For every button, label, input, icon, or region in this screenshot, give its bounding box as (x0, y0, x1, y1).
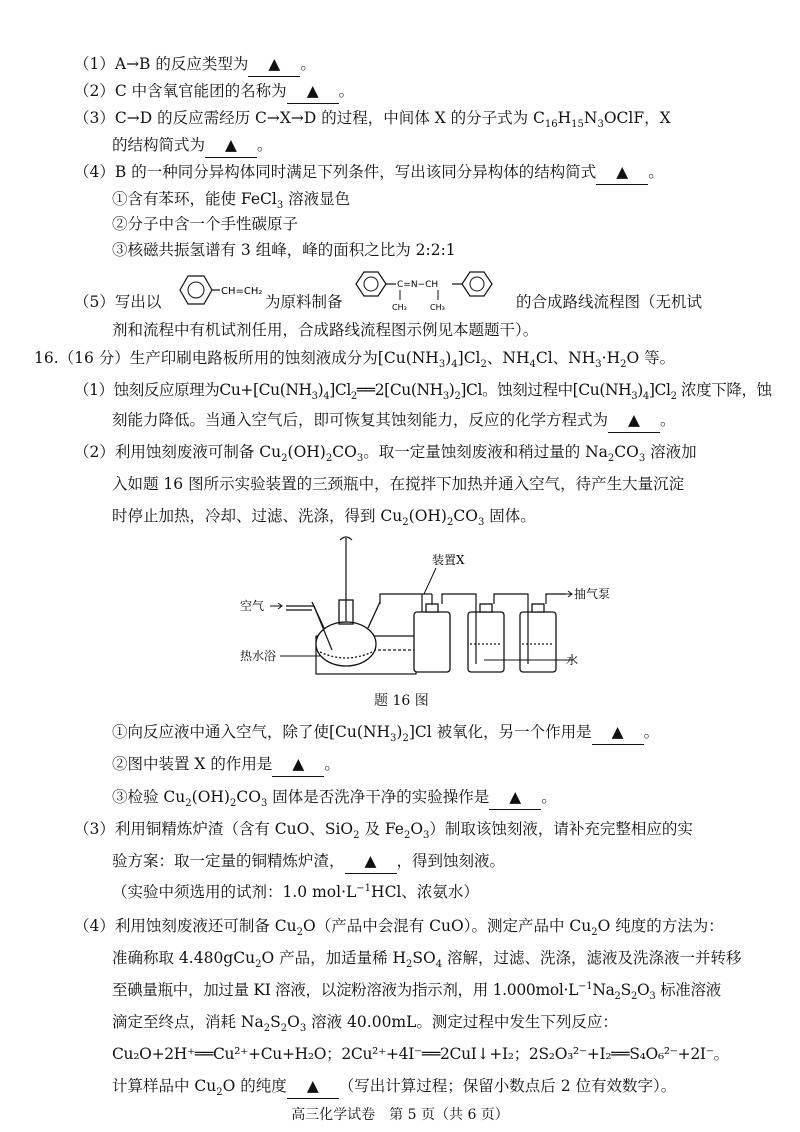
methyl-label-2: CH₃ (430, 303, 445, 312)
answer-blank[interactable]: ▲ (205, 133, 257, 158)
device-x-bottle (414, 604, 450, 672)
q16-part2-line2: 入如题 16 图所示实验装置的三颈瓶中，在搅拌下加热并通入空气，待产生大量沉淀 (112, 475, 685, 493)
q16-equations: Cu₂O+2H⁺══Cu²⁺+Cu+H₂O；2Cu²⁺+4I⁻══2CuI↓+I₂；2S₂O₃²⁻+I₂══S₄O₆²⁻+2I⁻。 (112, 1045, 729, 1063)
q16-part4-line3: 至碘量瓶中，加过量 KI 溶液，以淀粉溶液为指示剂，用 $1.000mol\cdot L^{-1}Na_2S_2O_3$ 标准溶液 (112, 980, 721, 1003)
q15-cond1: ①含有苯环，能使 FeCl$_3$ 溶液显色 (112, 190, 351, 212)
q16-part1-line2: 刻能力降低。当通入空气后，即可恢复其蚀刻能力，反应的化学方程式为 ▲ 。 (112, 408, 676, 433)
answer-blank[interactable]: ▲ (592, 720, 644, 745)
answer-blank[interactable]: ▲ (345, 849, 397, 874)
answer-blank[interactable]: ▲ (608, 408, 660, 433)
q16-part4-line2: 准确称取 4.480gCu$_2$O 产品，加适量稀 $H_2SO_4$ 溶解，过滤、洗涤，滤液及洗涤液一并转移 (112, 949, 742, 971)
imine-chain-label: C=N−CH (397, 280, 439, 290)
apparatus-figure (236, 532, 611, 692)
answer-blank[interactable]: ▲ (287, 79, 339, 104)
q15-part3: （3）C→D 的反应需经历 C→X→D 的过程，中间体 X 的分子式为 $C_{16}H_{15}N_3OClF$，X (74, 109, 671, 131)
pump-label: 抽气泵 (574, 587, 611, 601)
imine-structure (352, 264, 517, 316)
answer-blank[interactable]: ▲ (287, 1074, 339, 1099)
q16-part3-line2: 验方案：取一定量的铜精炼炉渣， ▲ ，得到蚀刻液。 (112, 849, 505, 874)
q16-part2-line3: 时停止加热，冷却、过滤、洗涤，得到 $Cu_2(OH)_2CO_3$ 固体。 (112, 507, 536, 529)
q15-part4: （4）B 的一种同分异构体同时满足下列条件，写出该同分异构体的结构简式 ▲ 。 (74, 160, 664, 185)
page-footer: 高三化学试卷 第 5 页（共 6 页） (291, 1107, 509, 1123)
q16-part2: （2）利用蚀刻废液可制备 $Cu_2(OH)_2CO_3$。取一定量蚀刻废液和稍过量的 $Na_2CO_3$ 溶液加 (74, 443, 697, 465)
q16-sub2: ②图中装置 X 的作用是 ▲ 。 (112, 752, 340, 777)
q16-part3-line3: （实验中须选用的试剂：1.0 $mol\cdot L^{-1}HCl$、浓氨水） (112, 882, 479, 901)
q15-part1: （1）A→B 的反应类型为 ▲ 。 (74, 52, 316, 77)
q15-part5-line2: 剂和流程中有机试剂任用，合成路线流程图示例见本题题干）。 (112, 321, 539, 339)
q15-part5-a: （5）写出以 (74, 293, 162, 311)
q15-part2: （2）C 中含氧官能团的名称为 ▲ 。 (74, 79, 354, 104)
q16-part4-line4: 滴定至终点，消耗 $Na_2S_2O_3$ 溶液 40.00mL。测定过程中发生下列反应： (112, 1013, 618, 1035)
answer-blank[interactable]: ▲ (596, 160, 648, 185)
q15-part5-b: 为原料制备 (265, 293, 343, 311)
wash-bottle-3 (520, 604, 556, 672)
q16-sub3: ③检验 $Cu_2(OH)_2CO_3$ 固体是否洗净干净的实验操作是 ▲ 。 (112, 785, 557, 810)
water-label: 水 (566, 653, 579, 667)
bath-label: 热水浴 (240, 649, 277, 663)
q16-part4-line6: 计算样品中 $Cu_2O$ 的纯度 ▲ （写出计算过程；保留小数点后 2 位有效数字）。 (112, 1074, 676, 1099)
answer-blank[interactable]: ▲ (272, 752, 324, 777)
styrene-label: CH=CH₂ (221, 286, 263, 297)
q15-cond2: ②分子中含一个手性碳原子 (112, 215, 299, 233)
wash-bottle-2 (468, 604, 504, 672)
q16-part3: （3）利用铜精炼炉渣（含有 CuO、SiO$_2$ 及 $Fe_2O_3$）制取该蚀刻液，请补充完整相应的实 (74, 820, 693, 842)
device-x-label: 装置X (432, 553, 465, 567)
q16-heading: 16.（16 分）生产印刷电路板所用的蚀刻液成分为$[Cu(NH_3)_4]Cl_2$、$NH_4Cl$、$NH_3\cdot H_2O$ 等。 (34, 349, 676, 371)
q15-cond3: ③核磁共振氢谱有 3 组峰，峰的面积之比为 2:2:1 (112, 241, 456, 259)
q16-sub1: ①向反应液中通入空气，除了使$[Cu(NH_3)_2]Cl$ 被氧化，另一个作用是 ▲ 。 (112, 720, 659, 745)
answer-blank[interactable]: ▲ (489, 785, 541, 810)
air-label: 空气 (240, 599, 265, 613)
q16-part4: （4）利用蚀刻废液还可制备 $Cu_2O$（产品中会混有 CuO）。测定产品中 $Cu_2O$ 纯度的方法为： (74, 917, 724, 939)
q16-part1: （1）蚀刻反应原理为$Cu+[Cu(NH_3)_4]Cl_2══2[Cu(NH_3)_2]Cl$。蚀刻过程中$[Cu(NH_3)_4]Cl_2$ 浓度下降，蚀 (74, 381, 772, 403)
answer-blank[interactable]: ▲ (248, 52, 300, 77)
styrene-structure (168, 268, 263, 316)
q15-part3-line2: 的结构简式为 ▲ 。 (112, 133, 273, 158)
q15-part5-c: 的合成路线流程图（无机试 (516, 293, 703, 311)
figure-caption: 题 16 图 (374, 693, 429, 709)
methyl-label-1: CH₃ (392, 303, 407, 312)
